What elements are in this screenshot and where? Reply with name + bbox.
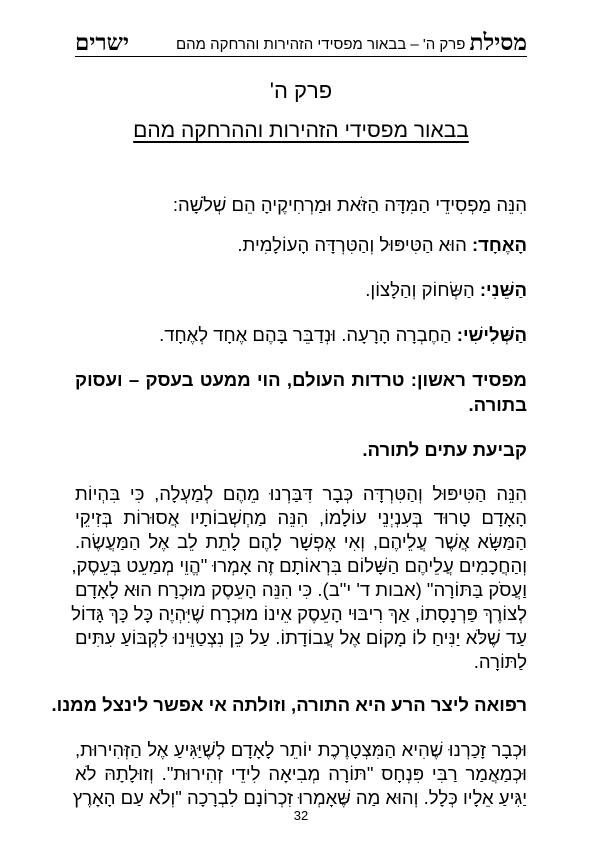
item-label: הָאֶחָד: — [471, 234, 527, 255]
para-line: יַגִּיעַ אֵלָיו כְּלָל. וְהוּא מַה שֶּׁאָמְרוּ זִכְרוֹנָם לִבְרָכָה "וְלֹא עַם הָאָרֶץ — [72, 787, 527, 808]
para-line: הָאָדָם טָרוּד בְּעִנְיְנֵי עוֹלָמוֹ, הִנֵּה מַחְשְׁבוֹתָיו אֲסוּרוֹת בְּזִיקֵי — [75, 507, 527, 528]
para-line: הִנֵּה הַטִּיפּוּל וְהַטִּרְדָּה כְּבָר דִּבַּרְנוּ מֵהֶם לְמַעְלָה, כִּי בִּהְיוֹת — [75, 483, 527, 504]
section-heading-line: בתורה. — [468, 394, 527, 415]
item-text: הַשְּׂחוֹק וְהַלָּצוֹן. — [365, 279, 475, 300]
chapter-title: פרק ה' — [269, 78, 333, 103]
page-number: 32 — [293, 808, 309, 823]
section-heading-line: מפסיד ראשון: טרדות העולם, הוי ממעט בעסק – ועסוק — [75, 369, 527, 390]
para-line: וְהַחֲכָמִים עֲלֵיהֶם הַשָּׁלוֹם בִּרְאוֹתָם זֶה אָמְרוּ "הֱוֵי מְמַעֵט בְּעֵסֶק, — [71, 555, 527, 576]
para-line: וּכְמַאֲמַר רַבִּי פִּנְחָס "תּוֹרָה מְבִיאָה לִידֵי זְהִירוּת". וְזוּלָתָהּ לֹא — [75, 763, 527, 784]
item-text: הַחֶבְרָה הָרָעָה. וּנְדַבֵּר בָּהֶם אֶחָד לְאֶחָד. — [159, 324, 452, 345]
item-2 — [75, 278, 527, 302]
item-text: הוּא הַטִּיפּוּל וְהַטִּרְדָּה הָעוֹלָמִית. — [237, 234, 467, 255]
intro-line: הִנֵּה מַפְסִידֵי הַמִּדָּה הַזֹּאת וּמַרְחִיקֶיהָ הֵם שְׁלֹשָׁה: — [172, 194, 527, 215]
book-logo-right: מסילת — [469, 29, 527, 56]
item-label: הַשֵּׁנִי: — [479, 279, 527, 300]
running-header — [75, 28, 527, 57]
section-subheading: קביעת עתים לתורה. — [362, 439, 527, 460]
item-label: הַשְּׁלִישִׁי: — [456, 324, 527, 345]
para-line: לְצוֹרֶךְ פַּרְנָסָתוֹ, אַךְ רִיבּוּי הָעֵסֶק אֵינוֹ מוּכְרָח שֶׁיִּהְיֶה כָּל כָּךְ גָּדוֹל — [71, 603, 527, 624]
item-3 — [75, 323, 527, 347]
para-line: לַתּוֹרָה. — [473, 651, 527, 672]
para-line: עַד שֶׁלֹּא יַנִּיחַ לוֹ מָקוֹם אֶל עֲבוֹדָתוֹ. עַל כֵּן נִצְטַוֵּינוּ לִקְבּוֹעַ עִתִּים — [75, 627, 527, 648]
para-line: וַעֲסֹק בַּתּוֹרָה" (אבות ד' י"ב). כִּי הִנֵּה הָעֵסֶק מוּכְרָח הוּא לָאָדָם — [75, 579, 527, 600]
header-title: פרק ה' – בבאור מפסידי הזהירות והרחקה מהם — [175, 36, 466, 53]
item-1 — [75, 233, 527, 257]
chapter-subtitle — [75, 119, 527, 143]
para-line: הַמַּשָּׂא אֲשֶׁר עֲלֵיהֶם, וְאִי אֶפְשָׁר לָהֶם לָתֵת לֵב אֶל הַמַּעֲשֶׂה. — [75, 531, 527, 552]
para-line: וּכְבָר זָכַרְנוּ שֶׁהִיא הַמִּצְטָרֶכֶת יוֹתֵר לָאָדָם לְשֶׁיַּגִּיעַ אֶל הַזְּהִירוּת, — [75, 739, 527, 760]
section-heading-2: רפואה ליצר הרע היא התורה, וזולתה אי אפשר לינצל ממנו. — [51, 694, 527, 715]
chapter-subtitle-text: בבאור מפסידי הזהירות וההרחקה מהם — [133, 119, 469, 142]
book-logo-left: ישרים — [75, 29, 129, 56]
